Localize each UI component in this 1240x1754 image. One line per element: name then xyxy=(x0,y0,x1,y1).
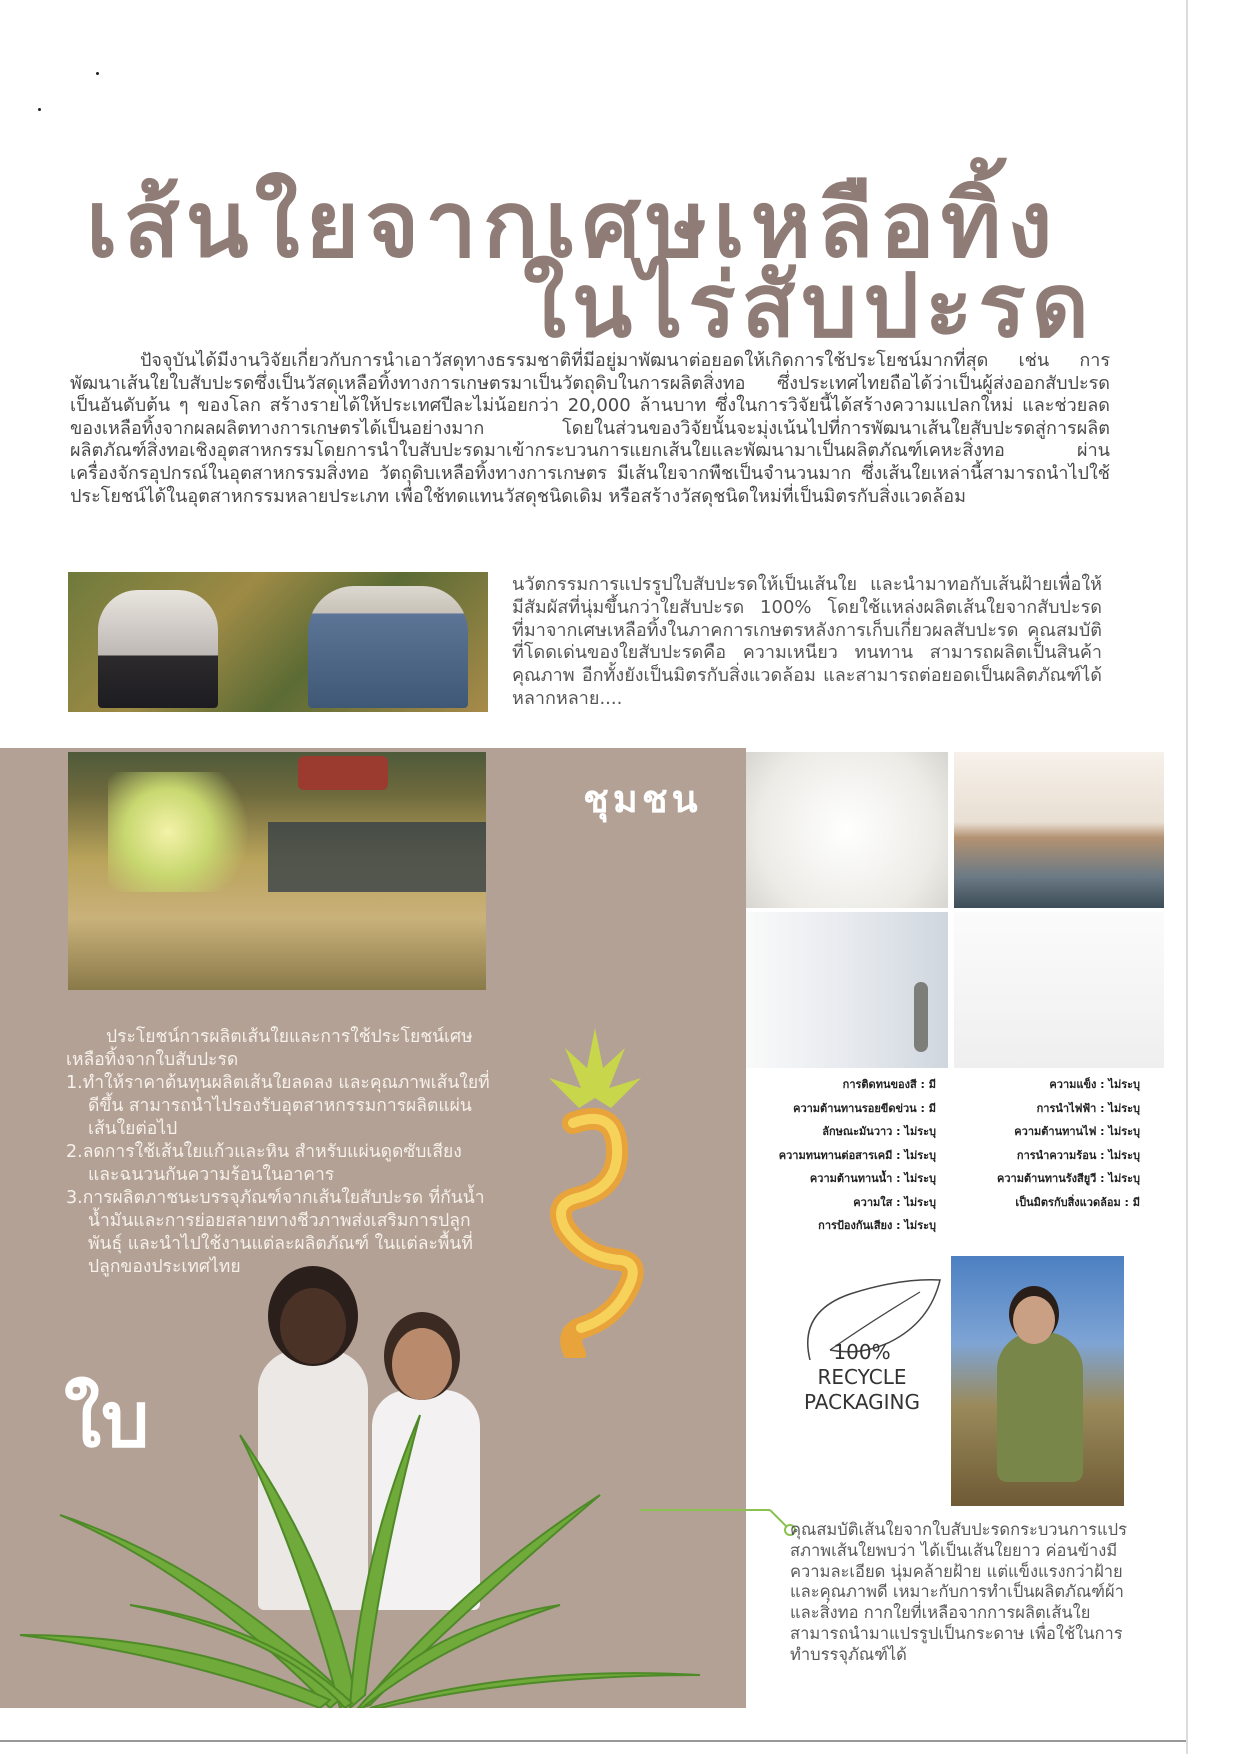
fiber-sample-photo xyxy=(746,912,948,1068)
property-item: การนำไฟฟ้า : ไม่ระบุ xyxy=(1036,1101,1140,1115)
connector-line xyxy=(640,1506,800,1536)
recycle-packaging-badge xyxy=(782,1340,942,1415)
property-item: ความต้านทานรอยขีดข่วน : มี xyxy=(793,1101,936,1115)
title-line-1: เส้นใยจากเศษเหลือทิ้ง xyxy=(86,171,1059,278)
fiber-sample-photo xyxy=(954,912,1164,1068)
properties-list-left xyxy=(760,1073,936,1238)
properties-list-right xyxy=(980,1073,1140,1214)
model-green-dress-photo xyxy=(951,1256,1124,1506)
property-item: ความทนทานต่อสารเคมี : ไม่ระบุ xyxy=(778,1148,936,1162)
field-burning-photo xyxy=(68,752,486,990)
pineapple-peel-illustration xyxy=(545,1028,645,1358)
recycle-word: RECYCLE xyxy=(817,1365,907,1389)
benefit-item: 1.ทำให้ราคาต้นทุนผลิตเส้นใยลดลง และคุณภาพเส้นใยที่ดีขึ้น สามารถนำไปรองรับอุตสาหกรรมการผลิตแผ่นเส้นใยต่อไป xyxy=(66,1073,490,1139)
property-item: การป้องกันเสียง : ไม่ระบุ xyxy=(818,1219,936,1232)
property-item: ความต้านทานน้ำ : ไม่ระบุ xyxy=(809,1172,936,1185)
benefit-item: 2.ลดการใช้เส้นใยแก้วและหิน สำหรับแผ่นดูดซับเสียงและฉนวนกันความร้อนในอาคาร xyxy=(66,1142,462,1185)
property-item: เป็นมิตรกับสิ่งแวดล้อม : มี xyxy=(1015,1195,1140,1209)
leaf-heading: ใบ xyxy=(64,1375,150,1464)
fiber-sample-photo xyxy=(746,752,948,908)
packaging-word: PACKAGING xyxy=(803,1390,921,1414)
innovation-paragraph: นวัตกรรมการแปรรูปใบสับปะรดให้เป็นเส้นใย และนำมาทอกับเส้นฝ้ายเพื่อให้มีสัมผัสที่นุ่มขึ้นกว่าใยสับปะรด 100% โดยใช้แหล่งผลิตเส้นใยจากสับปะรด ที่มาจากเศษเหลือทิ้งในภาคการเกษตรหลังการเก็บเกี่ยวผลสับปะรด คุณสมบัติที่โดดเด่นของใยสับปะรดคือ ความเหนียว ทนทาน สามารถผลิตเป็นสินค้าคุณภาพ อีกทั้งยังเป็นมิตรกับสิ่งแวดล้อม และสามารถต่อยอดเป็นผลิตภัณฑ์ได้หลากหลาย.... xyxy=(512,574,1102,709)
benefit-item: 3.การผลิตภาชนะบรรจุภัณฑ์จากเส้นใยสับปะรด ที่กันน้ำ น้ำมันและการย่อยสลายทางชีวภาพส่งเสริมการปลูกพันธุ์ และนำไปใช้งานแต่ละผลิตภัณฑ์ ในแต่ละพื้นที่ปลูกของประเทศไทย xyxy=(66,1188,485,1277)
farmer-figure xyxy=(98,590,218,708)
model-head xyxy=(1013,1296,1055,1344)
property-item: ความต้านทานรังสียูวี : ไม่ระบุ xyxy=(996,1172,1140,1185)
smoke-area xyxy=(268,822,486,892)
benefits-heading: ประโยชน์การผลิตเส้นใยและการใช้ประโยชน์เศษเหลือทิ้งจากใบสับปะรด xyxy=(66,1027,473,1070)
recycle-percent: 100% xyxy=(833,1340,891,1364)
intro-paragraph: ปัจจุบันได้มีงานวิจัยเกี่ยวกับการนำเอาวัสดุทางธรรมชาติที่มีอยู่มาพัฒนาต่อยอดให้เกิดการใช้ประโยชน์มากที่สุด เช่น การพัฒนาเส้นใยใบสับปะรดซึ่งเป็นวัสดุเหลือทิ้งทางการเกษตรมาเป็นวัตถุดิบในการผลิตสิ่งทอ ซึ่งประเทศไทยถือได้ว่าเป็นผู้ส่งออกสับปะรดเป็นอันดับต้น ๆ ของโลก สร้างรายได้ให้ประเทศปีละไม่น้อยกว่า 20,000 ล้านบาท ซึ่งในการวิจัยนี้ได้สร้างความแปลกใหม่ และช่วยลดของเหลือทิ้งจากผลผลิตทางการเกษตรได้เป็นอย่างมาก โดยในส่วนของวิจัยนั้นจะมุ่งเน้นไปที่การพัฒนาเส้นใยสับปะรดสู่การผลิตผลิตภัณฑ์สิ่งทอเชิงอุตสาหกรรมโดยการนำใบสับปะรดมาเข้ากระบวนการแยกเส้นใยและพัฒนามาเป็นผลิตภัณฑ์เคหะสิ่งทอ ผ่านเครื่องจักรอุปกรณ์ในอุตสาหกรรมสิ่งทอ วัตถุดิบเหลือทิ้งทางการเกษตร มีเส้นใยจากพืชเป็นจำนวนมาก ซึ่งเส้นใยเหล่านี้สามารถนำไปใช้ประโยชน์ได้ในอุตสาหกรรมหลายประเภท เพื่อใช้ทดแทนวัสดุชนิดเดิม หรือสร้างวัสดุชนิดใหม่ที่เป็นมิตรกับสิ่งแวดล้อม xyxy=(70,350,1110,507)
fiber-texture xyxy=(914,982,928,1052)
fiber-sample-grid xyxy=(746,752,1166,1068)
property-item: ลักษณะมันวาว : ไม่ระบุ xyxy=(822,1125,936,1138)
model-head xyxy=(280,1288,346,1364)
tractor xyxy=(298,756,388,790)
property-item: ความต้านทานไฟ : ไม่ระบุ xyxy=(1014,1125,1140,1138)
benefits-block xyxy=(66,1026,490,1279)
property-item: การนำความร้อน : ไม่ระบุ xyxy=(1016,1148,1140,1162)
farmer-figure xyxy=(308,586,468,708)
page-edge xyxy=(1186,0,1188,1754)
property-item: การติดทนของสี : มี xyxy=(842,1078,936,1091)
page-bottom-rule xyxy=(0,1740,1186,1742)
fire-glow xyxy=(108,772,258,892)
scan-speck xyxy=(38,108,41,111)
property-item: ความใส : ไม่ระบุ xyxy=(853,1195,936,1209)
fiber-sample-photo xyxy=(954,752,1164,908)
scan-speck xyxy=(96,72,99,75)
farmers-harvest-photo xyxy=(68,572,488,712)
property-item: ความแข็ง : ไม่ระบุ xyxy=(1049,1078,1140,1091)
fiber-properties-paragraph: คุณสมบัติเส้นใยจากใบสับปะรดกระบวนการแปรสภาพเส้นใยพบว่า ได้เป็นเส้นใยยาว ค่อนข้างมีความละเอียด นุ่มคล้ายฝ้าย แต่แข็งแรงกว่าฝ้าย และคุณภาพดี เหมาะกับการทำเป็นผลิตภัณฑ์ผ้าและสิ่งทอ กากใยที่เหลือจากการผลิตเส้นใย สามารถนำมาแปรรูปเป็นกระดาษ เพื่อใช้ในการทำบรรจุภัณฑ์ได้ xyxy=(790,1520,1127,1664)
title-line-2: ในไร่สับปะรด xyxy=(523,254,1095,357)
community-heading: ชุมชน xyxy=(583,777,702,821)
green-dress xyxy=(997,1332,1083,1482)
